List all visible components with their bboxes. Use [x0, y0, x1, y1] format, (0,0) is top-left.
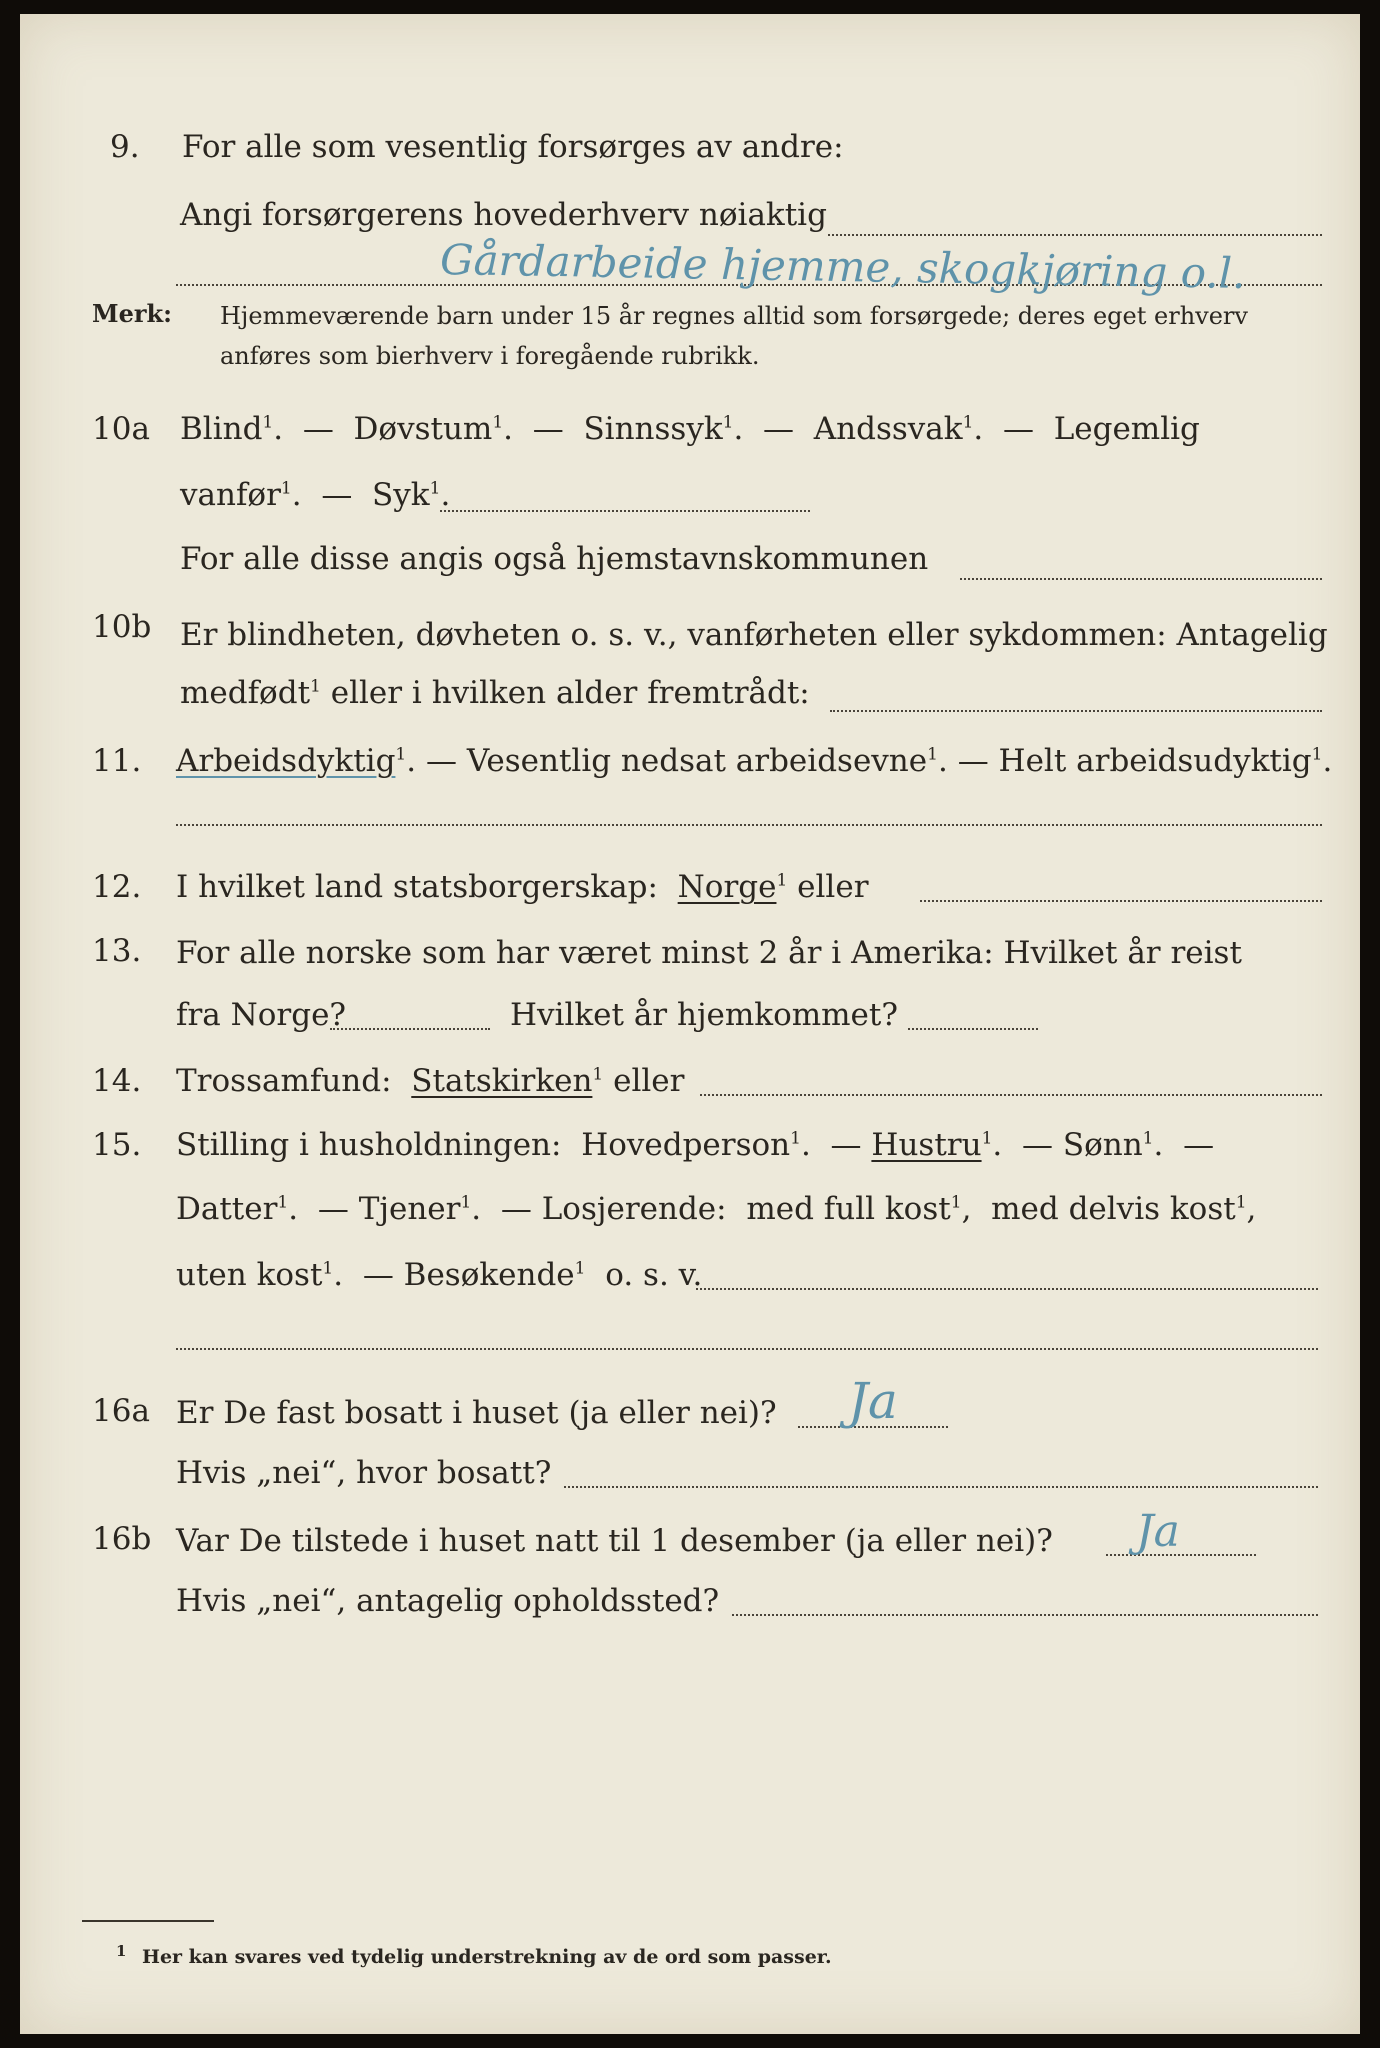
q12-answer-line[interactable]	[920, 900, 1322, 902]
q11-number: 11.	[92, 743, 142, 779]
q10a-options-line2: vanfør$^1$. — Syk$^1$.	[180, 477, 451, 513]
opt-dovstum[interactable]: Døvstum$^1$.	[353, 411, 514, 447]
opt-syk[interactable]: Syk$^1$.	[372, 477, 451, 513]
q9-line1: For alle som vesentlig forsørges av andre:	[182, 129, 844, 165]
footnote-mark: 1	[116, 1942, 127, 1960]
q9-handwritten-answer: Gårdarbeide hjemme, skogkjøring o.l.	[439, 234, 1246, 299]
q15-osv: o. s. v.	[605, 1257, 703, 1293]
census-form-page	[20, 14, 1360, 2034]
opt-andssvak[interactable]: Andssvak$^1$.	[813, 411, 984, 447]
q16a-line2: Hvis „nei“, hvor bosatt?	[176, 1455, 552, 1491]
opt-vesentlig-nedsat[interactable]: — Vesentlig nedsat arbeidsevne$^1$.	[425, 743, 948, 779]
q14-number: 14.	[92, 1063, 142, 1099]
opt-norge[interactable]: Norge	[677, 869, 777, 905]
opt-med-full-kost[interactable]: med full kost$^1$,	[746, 1191, 972, 1227]
q15-line2: Datter$^1$. — Tjener$^1$. — Losjerende: med full kost$^1$, med delvis kost$^1$,	[176, 1191, 1257, 1227]
q15-line1: Stilling i husholdningen: Hovedperson$^1$. — Hustru$^1$. — Sønn$^1$. —	[176, 1127, 1215, 1163]
q11-options: Arbeidsdyktig$^1$. — Vesentlig nedsat arbeidsevne$^1$. — Helt arbeidsudyktig$^1$.	[176, 743, 1333, 779]
q13-number: 13.	[92, 933, 142, 969]
q10b-number: 10b	[92, 609, 152, 645]
q12-line: I hvilket land statsborgerskap: Norge$^1$ eller	[176, 869, 869, 905]
q10a-options-line1: Blind$^1$. — Døvstum$^1$. — Sinnssyk$^1$. — Andssvak$^1$. — Legemlig	[180, 411, 1200, 447]
q10b-answer-line[interactable]	[830, 710, 1322, 712]
q9-line2: Angi forsørgerens hovederhverv nøiaktig	[180, 197, 827, 233]
footnote-text: Her kan svares ved tydelig understrekning av de ord som passer.	[142, 1946, 832, 1968]
q16a-number: 16a	[92, 1393, 150, 1429]
q12-number: 12.	[92, 869, 142, 905]
q9-answer-line1[interactable]	[828, 234, 1322, 236]
opt-statskirken[interactable]: Statskirken	[411, 1063, 593, 1099]
q16b-opholdssted-line[interactable]	[732, 1614, 1318, 1616]
q16b-line2: Hvis „nei“, antagelig opholdssted?	[176, 1583, 720, 1619]
q14-text: Trossamfund:	[176, 1063, 392, 1099]
q16a-handwritten-answer: Ja	[848, 1372, 898, 1430]
q15-losjerende: Losjerende:	[541, 1191, 727, 1227]
q10b-line1: Er blindheten, døvheten o. s. v., vanførheten eller sykdommen: Antagelig	[180, 617, 1328, 653]
q13-line1: For alle norske som har været minst 2 år i Amerika: Hvilket år reist	[176, 935, 1242, 971]
q10b-line2	[180, 675, 810, 711]
q16b-line1: Var De tilstede i huset natt til 1 desember (ja eller nei)?	[176, 1523, 1053, 1559]
q16b-answer-line[interactable]	[1106, 1554, 1256, 1556]
opt-tjener[interactable]: Tjener$^1$.	[358, 1191, 482, 1227]
opt-uten-kost[interactable]: uten kost$^1$.	[176, 1257, 344, 1293]
opt-hustru[interactable]: Hustru	[871, 1127, 982, 1163]
q10a-syk-line[interactable]	[440, 510, 810, 512]
q13-reist-line[interactable]	[330, 1028, 490, 1030]
merk-line1: Hjemmeværende barn under 15 år regnes alltid som forsørgede; deres eget erhverv	[220, 302, 1248, 330]
opt-besokende[interactable]: Besøkende$^1$	[403, 1257, 586, 1293]
q16a-line1: Er De fast bosatt i huset (ja eller nei)?	[176, 1395, 777, 1431]
q13-hjemkommet: Hvilket år hjemkommet?	[510, 997, 898, 1033]
q12-eller: eller	[797, 869, 869, 905]
q13-hjemkommet-line[interactable]	[908, 1028, 1038, 1030]
q10a-kommune-line[interactable]	[960, 578, 1322, 580]
opt-helt-udyktig[interactable]: — Helt arbeidsudyktig$^1$.	[957, 743, 1333, 779]
opt-legemlig[interactable]: Legemlig	[1053, 411, 1200, 447]
merk-line2: anføres som bierhverv i foregående rubrikk.	[220, 342, 760, 370]
opt-hovedperson[interactable]: Hovedperson$^1$.	[581, 1127, 811, 1163]
opt-datter[interactable]: Datter$^1$.	[176, 1191, 299, 1227]
opt-med-delvis-kost[interactable]: med delvis kost$^1$,	[991, 1191, 1257, 1227]
q11-answer-line[interactable]	[176, 824, 1322, 826]
q15-answer-line2[interactable]	[176, 1348, 1318, 1350]
q16b-handwritten-answer: Ja	[1136, 1506, 1180, 1557]
q13-fra-norge: fra Norge?	[176, 997, 347, 1033]
merk-label: Merk:	[92, 299, 172, 328]
opt-blind[interactable]: Blind$^1$.	[180, 411, 284, 447]
footnote-rule	[82, 1920, 214, 1922]
q14-answer-line[interactable]	[700, 1094, 1322, 1096]
opt-sonn[interactable]: Sønn$^1$.	[1062, 1127, 1164, 1163]
opt-sinnssyk[interactable]: Sinnssyk$^1$.	[583, 411, 744, 447]
q10a-line3: For alle disse angis også hjemstavnskommunen	[180, 541, 929, 577]
q14-eller: eller	[613, 1063, 685, 1099]
q15-number: 15.	[92, 1127, 142, 1163]
q12-text: I hvilket land statsborgerskap:	[176, 869, 658, 905]
opt-vanfor[interactable]: vanfør$^1$.	[180, 477, 302, 513]
q15-line3: uten kost$^1$. — Besøkende$^1$ o. s. v.	[176, 1257, 703, 1293]
q15-answer-line1[interactable]	[696, 1288, 1318, 1290]
q10b-line2-rest: eller i hvilken alder fremtrådt:	[330, 675, 810, 711]
q9-number: 9.	[110, 129, 140, 165]
opt-medfodt[interactable]: medfødt$^1$	[180, 675, 321, 711]
opt-arbeidsdyktig[interactable]: Arbeidsdyktig	[176, 743, 396, 779]
q14-line: Trossamfund: Statskirken$^1$ eller	[176, 1063, 685, 1099]
q15-stilling: Stilling i husholdningen:	[176, 1127, 562, 1163]
q10a-number: 10a	[92, 411, 150, 447]
q16b-number: 16b	[92, 1521, 152, 1557]
q16a-bosatt-line[interactable]	[564, 1486, 1318, 1488]
